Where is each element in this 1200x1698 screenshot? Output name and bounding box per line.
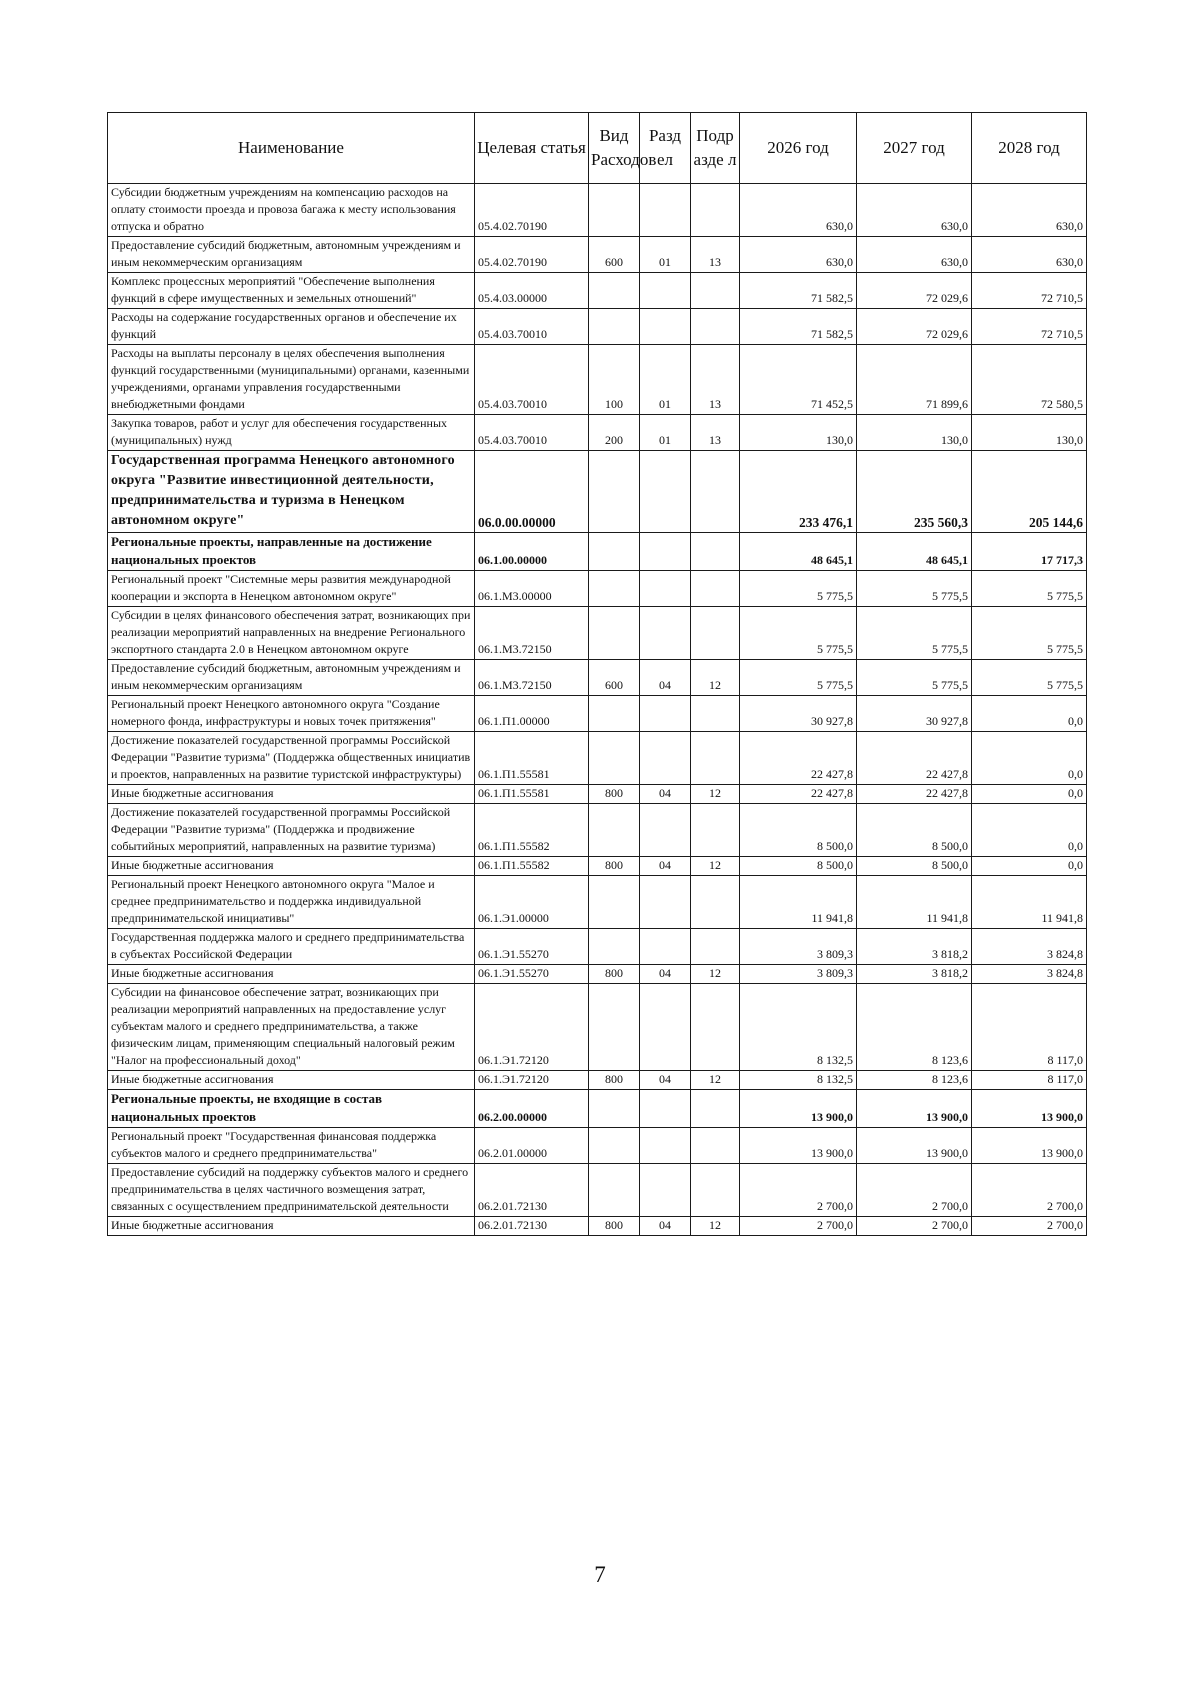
table-row <box>108 929 1087 965</box>
cell-section <box>640 451 691 533</box>
cell-subsection: 12 <box>691 1071 740 1090</box>
cell-name: Региональные проекты, направленные на достижение национальных проектов <box>108 533 475 571</box>
table-row <box>108 237 1087 273</box>
cell-subsection: 12 <box>691 660 740 696</box>
cell-kind <box>589 804 640 857</box>
cell-subsection <box>691 607 740 660</box>
cell-y2026: 130,0 <box>740 415 857 451</box>
cell-y2026: 5 775,5 <box>740 607 857 660</box>
cell-subsection: 12 <box>691 857 740 876</box>
cell-y2026: 8 132,5 <box>740 984 857 1071</box>
cell-section: 04 <box>640 660 691 696</box>
cell-name: Субсидии в целях финансового обеспечения затрат, возникающих при реализации мероприятий направленных на внедрение Регионального экспортного стандарта 2.0 в Ненецком автономном округе <box>108 607 475 660</box>
cell-y2027: 48 645,1 <box>857 533 972 571</box>
cell-y2027: 8 500,0 <box>857 804 972 857</box>
cell-section: 04 <box>640 965 691 984</box>
cell-target: 06.1.М3.72150 <box>475 660 589 696</box>
table-row <box>108 785 1087 804</box>
cell-y2026: 8 132,5 <box>740 1071 857 1090</box>
cell-name: Расходы на содержание государственных органов и обеспечение их функций <box>108 309 475 345</box>
table-row <box>108 1128 1087 1164</box>
budget-table <box>107 112 1087 1236</box>
cell-section <box>640 571 691 607</box>
cell-y2028: 2 700,0 <box>972 1164 1087 1217</box>
cell-name: Иные бюджетные ассигнования <box>108 785 475 804</box>
header-row <box>108 113 1087 184</box>
cell-target: 06.2.01.00000 <box>475 1128 589 1164</box>
cell-kind: 800 <box>589 1071 640 1090</box>
table-row <box>108 273 1087 309</box>
cell-subsection <box>691 696 740 732</box>
table-row <box>108 965 1087 984</box>
table-row <box>108 876 1087 929</box>
cell-y2026: 22 427,8 <box>740 785 857 804</box>
cell-subsection <box>691 732 740 785</box>
cell-y2026: 3 809,3 <box>740 965 857 984</box>
cell-y2027: 2 700,0 <box>857 1217 972 1236</box>
cell-subsection: 13 <box>691 345 740 415</box>
cell-y2028: 2 700,0 <box>972 1217 1087 1236</box>
cell-target: 06.2.01.72130 <box>475 1217 589 1236</box>
cell-y2027: 8 123,6 <box>857 1071 972 1090</box>
table-row <box>108 184 1087 237</box>
cell-y2028: 72 710,5 <box>972 309 1087 345</box>
cell-name: Региональный проект "Системные меры развития международной кооперации и экспорта в Ненецком автономном округе" <box>108 571 475 607</box>
header-2027: 2027 год <box>857 113 972 184</box>
cell-y2027: 3 818,2 <box>857 929 972 965</box>
cell-y2027: 2 700,0 <box>857 1164 972 1217</box>
cell-name: Иные бюджетные ассигнования <box>108 1071 475 1090</box>
cell-kind <box>589 451 640 533</box>
cell-section: 04 <box>640 857 691 876</box>
table-row <box>108 309 1087 345</box>
cell-target: 06.1.Э1.55270 <box>475 965 589 984</box>
cell-target: 05.4.02.70190 <box>475 237 589 273</box>
cell-y2028: 13 900,0 <box>972 1128 1087 1164</box>
cell-name: Региональный проект Ненецкого автономного округа "Создание номерного фонда, инфраструктуры и новых точек притяжения" <box>108 696 475 732</box>
cell-y2026: 5 775,5 <box>740 660 857 696</box>
cell-y2027: 630,0 <box>857 237 972 273</box>
cell-name: Иные бюджетные ассигнования <box>108 965 475 984</box>
cell-name: Комплекс процессных мероприятий "Обеспечение выполнения функций в сфере имущественных и земельных отношений" <box>108 273 475 309</box>
cell-section <box>640 273 691 309</box>
cell-kind <box>589 1090 640 1128</box>
cell-section <box>640 533 691 571</box>
cell-y2026: 13 900,0 <box>740 1090 857 1128</box>
cell-section: 01 <box>640 237 691 273</box>
cell-section: 01 <box>640 345 691 415</box>
cell-name: Достижение показателей государственной программы Российской Федерации "Развитие туризма" (Поддержка и продвижение событийных мероприятий, направленных на развитие туризма) <box>108 804 475 857</box>
cell-y2026: 13 900,0 <box>740 1128 857 1164</box>
cell-y2026: 22 427,8 <box>740 732 857 785</box>
cell-kind: 600 <box>589 660 640 696</box>
cell-y2027: 630,0 <box>857 184 972 237</box>
cell-kind <box>589 1128 640 1164</box>
cell-target: 05.4.03.70010 <box>475 309 589 345</box>
cell-y2028: 5 775,5 <box>972 660 1087 696</box>
cell-y2028: 11 941,8 <box>972 876 1087 929</box>
cell-kind <box>589 876 640 929</box>
cell-y2027: 3 818,2 <box>857 965 972 984</box>
cell-y2027: 5 775,5 <box>857 660 972 696</box>
cell-name: Субсидии на финансовое обеспечение затрат, возникающих при реализации мероприятий направленных на предоставление услуг субъектам малого и среднего предпринимательства, а также физическим лицам, применяющим специальный налоговый режим "Налог на профессиональный доход" <box>108 984 475 1071</box>
cell-y2027: 8 123,6 <box>857 984 972 1071</box>
cell-name: Государственная программа Ненецкого автономного округа "Развитие инвестиционной деятельности, предпринимательства и туризма в Ненецком автономном округе" <box>108 451 475 533</box>
cell-subsection: 12 <box>691 965 740 984</box>
table-row <box>108 857 1087 876</box>
cell-y2027: 235 560,3 <box>857 451 972 533</box>
cell-name: Предоставление субсидий бюджетным, автономным учреждениям и иным некоммерческим организациям <box>108 660 475 696</box>
cell-y2027: 72 029,6 <box>857 309 972 345</box>
cell-subsection: 13 <box>691 237 740 273</box>
cell-name: Достижение показателей государственной программы Российской Федерации "Развитие туризма" (Поддержка общественных инициатив и проектов, направленных на развитие туристской инфраструктуры) <box>108 732 475 785</box>
table-body <box>108 184 1087 1236</box>
cell-y2027: 130,0 <box>857 415 972 451</box>
header-section: Разд ел <box>640 113 691 184</box>
cell-y2028: 8 117,0 <box>972 984 1087 1071</box>
table-row <box>108 533 1087 571</box>
cell-target: 06.2.00.00000 <box>475 1090 589 1128</box>
cell-section <box>640 1090 691 1128</box>
cell-section <box>640 732 691 785</box>
cell-y2028: 5 775,5 <box>972 607 1087 660</box>
cell-y2028: 8 117,0 <box>972 1071 1087 1090</box>
cell-target: 06.1.П1.55582 <box>475 857 589 876</box>
cell-kind <box>589 1164 640 1217</box>
cell-kind <box>589 696 640 732</box>
cell-name: Иные бюджетные ассигнования <box>108 1217 475 1236</box>
cell-y2026: 5 775,5 <box>740 571 857 607</box>
cell-section: 04 <box>640 1217 691 1236</box>
cell-name: Субсидии бюджетным учреждениям на компенсацию расходов на оплату стоимости проезда и провоза багажа к месту использования отпуска и обратно <box>108 184 475 237</box>
table-row <box>108 571 1087 607</box>
header-target: Целевая статья <box>475 113 589 184</box>
table-row <box>108 660 1087 696</box>
cell-kind: 800 <box>589 1217 640 1236</box>
cell-target: 06.1.М3.00000 <box>475 571 589 607</box>
cell-target: 06.1.00.00000 <box>475 533 589 571</box>
cell-kind <box>589 984 640 1071</box>
cell-target: 06.0.00.00000 <box>475 451 589 533</box>
table-row <box>108 415 1087 451</box>
cell-kind: 100 <box>589 345 640 415</box>
cell-target: 06.1.П1.55581 <box>475 732 589 785</box>
cell-kind <box>589 732 640 785</box>
cell-y2028: 0,0 <box>972 857 1087 876</box>
table-row <box>108 1071 1087 1090</box>
cell-y2027: 22 427,8 <box>857 785 972 804</box>
cell-subsection <box>691 273 740 309</box>
cell-section <box>640 876 691 929</box>
cell-section <box>640 309 691 345</box>
header-subsection: Подр азде л <box>691 113 740 184</box>
cell-y2028: 5 775,5 <box>972 571 1087 607</box>
cell-name: Региональный проект "Государственная финансовая поддержка субъектов малого и среднего предпринимательства" <box>108 1128 475 1164</box>
cell-section <box>640 696 691 732</box>
cell-y2027: 22 427,8 <box>857 732 972 785</box>
cell-y2028: 0,0 <box>972 804 1087 857</box>
cell-y2028: 13 900,0 <box>972 1090 1087 1128</box>
cell-y2028: 630,0 <box>972 184 1087 237</box>
cell-subsection <box>691 1090 740 1128</box>
cell-target: 06.1.Э1.72120 <box>475 1071 589 1090</box>
cell-kind: 600 <box>589 237 640 273</box>
cell-kind <box>589 273 640 309</box>
cell-subsection <box>691 804 740 857</box>
cell-y2026: 30 927,8 <box>740 696 857 732</box>
cell-subsection: 13 <box>691 415 740 451</box>
cell-section <box>640 929 691 965</box>
table-row <box>108 1090 1087 1128</box>
cell-subsection <box>691 929 740 965</box>
table-row <box>108 451 1087 533</box>
cell-y2026: 630,0 <box>740 184 857 237</box>
cell-subsection <box>691 571 740 607</box>
cell-y2028: 72 580,5 <box>972 345 1087 415</box>
cell-y2028: 0,0 <box>972 696 1087 732</box>
cell-kind: 200 <box>589 415 640 451</box>
cell-section: 01 <box>640 415 691 451</box>
cell-target: 06.1.Э1.55270 <box>475 929 589 965</box>
table-row <box>108 984 1087 1071</box>
cell-section <box>640 804 691 857</box>
cell-kind <box>589 184 640 237</box>
header-name: Наименование <box>108 113 475 184</box>
cell-section <box>640 984 691 1071</box>
cell-name: Предоставление субсидий бюджетным, автономным учреждениям и иным некоммерческим организациям <box>108 237 475 273</box>
header-2026: 2026 год <box>740 113 857 184</box>
cell-y2027: 5 775,5 <box>857 607 972 660</box>
cell-subsection <box>691 876 740 929</box>
cell-y2027: 13 900,0 <box>857 1090 972 1128</box>
cell-target: 06.1.Э1.00000 <box>475 876 589 929</box>
cell-y2027: 71 899,6 <box>857 345 972 415</box>
cell-y2027: 11 941,8 <box>857 876 972 929</box>
cell-y2028: 630,0 <box>972 237 1087 273</box>
cell-y2026: 3 809,3 <box>740 929 857 965</box>
cell-target: 06.1.М3.72150 <box>475 607 589 660</box>
cell-y2026: 8 500,0 <box>740 804 857 857</box>
cell-y2026: 630,0 <box>740 237 857 273</box>
cell-y2026: 2 700,0 <box>740 1164 857 1217</box>
cell-target: 05.4.03.00000 <box>475 273 589 309</box>
table-row <box>108 696 1087 732</box>
cell-section <box>640 184 691 237</box>
cell-y2026: 71 582,5 <box>740 309 857 345</box>
cell-name: Расходы на выплаты персоналу в целях обеспечения выполнения функций государственными (муниципальными) органами, казенными учреждениями, органами управления государственными внебюджетными фондами <box>108 345 475 415</box>
cell-y2027: 8 500,0 <box>857 857 972 876</box>
cell-target: 06.1.Э1.72120 <box>475 984 589 1071</box>
cell-y2028: 0,0 <box>972 732 1087 785</box>
cell-y2028: 72 710,5 <box>972 273 1087 309</box>
cell-subsection: 12 <box>691 785 740 804</box>
cell-section: 04 <box>640 785 691 804</box>
cell-y2026: 8 500,0 <box>740 857 857 876</box>
cell-name: Региональный проект Ненецкого автономного округа "Малое и среднее предпринимательство и поддержка индивидуальной предпринимательской инициативы" <box>108 876 475 929</box>
cell-y2026: 48 645,1 <box>740 533 857 571</box>
cell-subsection <box>691 533 740 571</box>
cell-y2027: 30 927,8 <box>857 696 972 732</box>
cell-kind <box>589 571 640 607</box>
cell-target: 05.4.03.70010 <box>475 345 589 415</box>
cell-y2026: 233 476,1 <box>740 451 857 533</box>
cell-section <box>640 1164 691 1217</box>
cell-y2026: 2 700,0 <box>740 1217 857 1236</box>
cell-y2028: 205 144,6 <box>972 451 1087 533</box>
header-kind: Вид Расходов <box>589 113 640 184</box>
cell-kind: 800 <box>589 965 640 984</box>
cell-y2028: 0,0 <box>972 785 1087 804</box>
cell-name: Предоставление субсидий на поддержку субъектов малого и среднего предпринимательства в целях частичного возмещения затрат, связанных с осуществлением предпринимательской деятельности <box>108 1164 475 1217</box>
cell-name: Иные бюджетные ассигнования <box>108 857 475 876</box>
cell-subsection <box>691 1164 740 1217</box>
cell-y2027: 5 775,5 <box>857 571 972 607</box>
table-row <box>108 1164 1087 1217</box>
cell-section <box>640 1128 691 1164</box>
cell-kind <box>589 309 640 345</box>
cell-subsection <box>691 309 740 345</box>
page-number: 7 <box>594 1562 606 1587</box>
table-row <box>108 607 1087 660</box>
cell-target: 05.4.03.70010 <box>475 415 589 451</box>
cell-target: 06.1.П1.55582 <box>475 804 589 857</box>
cell-y2028: 3 824,8 <box>972 965 1087 984</box>
table-row <box>108 345 1087 415</box>
cell-kind <box>589 607 640 660</box>
cell-y2028: 17 717,3 <box>972 533 1087 571</box>
cell-y2026: 71 452,5 <box>740 345 857 415</box>
cell-target: 06.2.01.72130 <box>475 1164 589 1217</box>
cell-name: Региональные проекты, не входящие в состав национальных проектов <box>108 1090 475 1128</box>
cell-kind: 800 <box>589 857 640 876</box>
cell-target: 06.1.П1.00000 <box>475 696 589 732</box>
table-row <box>108 1217 1087 1236</box>
cell-name: Закупка товаров, работ и услуг для обеспечения государственных (муниципальных) нужд <box>108 415 475 451</box>
cell-kind <box>589 533 640 571</box>
cell-y2026: 71 582,5 <box>740 273 857 309</box>
cell-y2027: 13 900,0 <box>857 1128 972 1164</box>
cell-target: 06.1.П1.55581 <box>475 785 589 804</box>
cell-y2028: 130,0 <box>972 415 1087 451</box>
cell-name: Государственная поддержка малого и среднего предпринимательства в субъектах Российской Федерации <box>108 929 475 965</box>
table-row <box>108 804 1087 857</box>
cell-section <box>640 607 691 660</box>
cell-kind: 800 <box>589 785 640 804</box>
cell-subsection: 12 <box>691 1217 740 1236</box>
cell-y2028: 3 824,8 <box>972 929 1087 965</box>
cell-subsection <box>691 1128 740 1164</box>
cell-subsection <box>691 184 740 237</box>
header-2028: 2028 год <box>972 113 1087 184</box>
cell-section: 04 <box>640 1071 691 1090</box>
cell-subsection <box>691 451 740 533</box>
cell-kind <box>589 929 640 965</box>
cell-y2026: 11 941,8 <box>740 876 857 929</box>
cell-subsection <box>691 984 740 1071</box>
cell-target: 05.4.02.70190 <box>475 184 589 237</box>
cell-y2027: 72 029,6 <box>857 273 972 309</box>
table-row <box>108 732 1087 785</box>
